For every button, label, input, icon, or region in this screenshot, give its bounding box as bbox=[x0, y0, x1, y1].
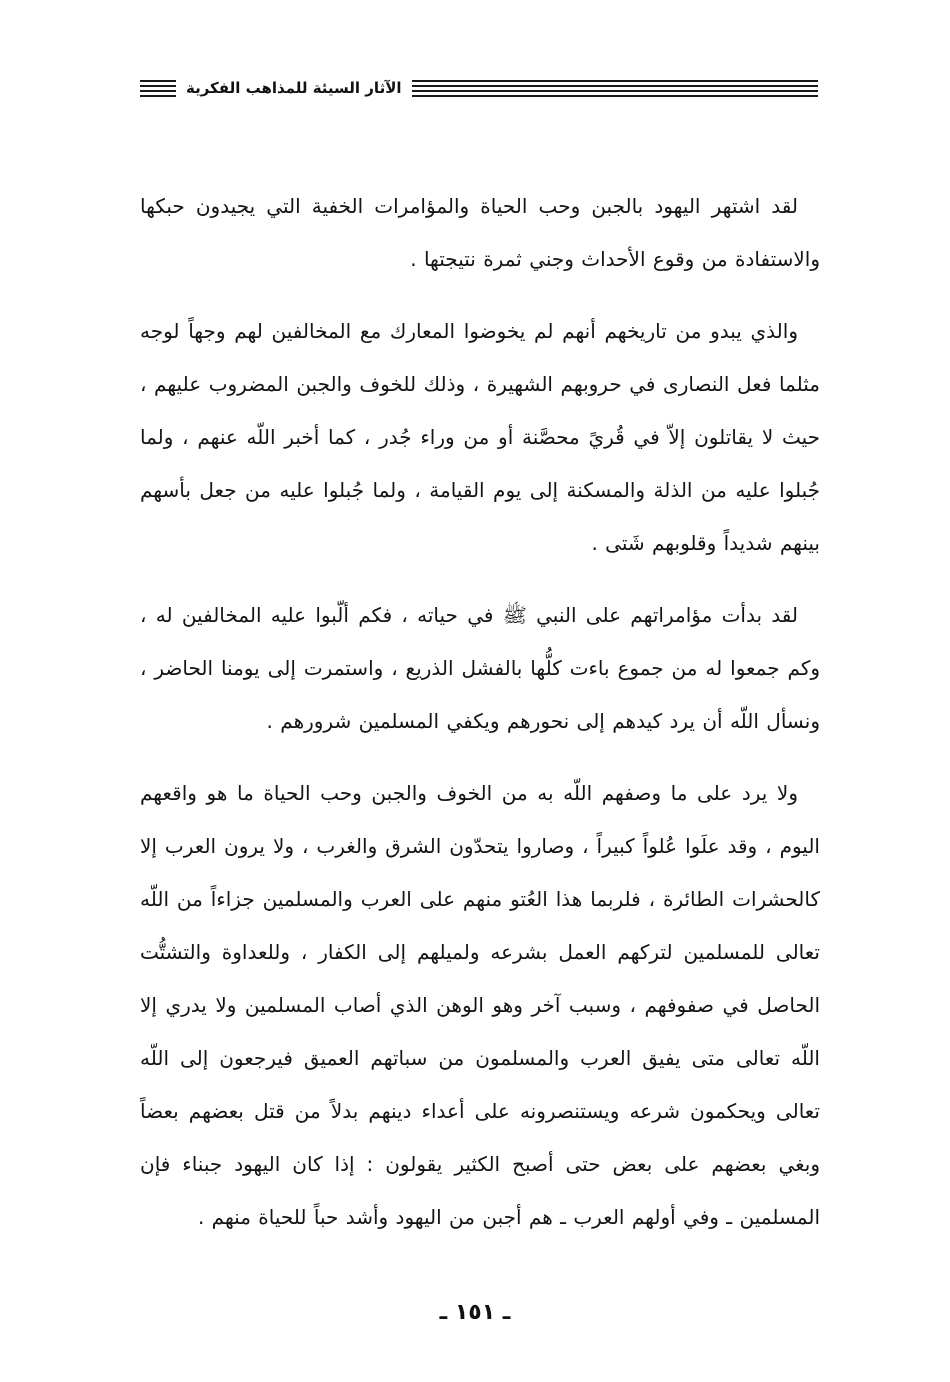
header-title: الآثار السيئة للمذاهب الفكرية bbox=[186, 79, 402, 97]
body-text bbox=[140, 180, 820, 1244]
paragraph-4: ولا يرد على ما وصفهم اللّه به من الخوف والجبن وحب الحياة ما هو واقعهم اليوم ، وقد علَوا عُلواً كبيراً ، وصاروا يتحدّون الشرق والغرب ، ولا يرون العرب إلا كالحشرات الطائرة ، فلربما هذا العُتو منهم على العرب والمسلمين جزاءاً من اللّه تعالى للمسلمين لتركهم العمل بشرعه ولميلهم إلى الكفار ، وللعداوة والتشتُّت الحاصل في صفوفهم ، وسبب آخر وهو الوهن الذي أصاب المسلمين ولا يدري إلا اللّه تعالى متى يفيق العرب والمسلمون من سباتهم العميق فيرجعون إلى اللّه تعالى ويحكمون شرعه ويستنصرونه على أعداء دينهم بدلاً من قتل بعضهم بعضاً وبغي بعضهم على بعض حتى أصبح الكثير يقولون : إذا كان اليهود جبناء فإن المسلمين ـ وفي أولهم العرب ـ هم أجبن من اليهود وأشد حباً للحياة منهم . bbox=[140, 781, 820, 1229]
running-header bbox=[140, 76, 818, 100]
header-rule-right bbox=[412, 80, 818, 97]
page-number: ـ ١٥١ ـ bbox=[439, 1300, 511, 1325]
header-rule-left bbox=[140, 80, 176, 97]
paragraph-1: لقد اشتهر اليهود بالجبن وحب الحياة والمؤامرات الخفية التي يجيدون حبكها والاستفادة من وقوع الأحداث وجني ثمرة نتيجتها . bbox=[140, 194, 820, 271]
paragraph-3: لقد بدأت مؤامراتهم على النبي ﷺ في حياته ، فكم ألّبوا عليه المخالفين له ، وكم جمعوا له من جموع باءت كلُّها بالفشل الذريع ، واستمرت إلى يومنا الحاضر ، ونسأل اللّه أن يرد كيدهم إلى نحورهم ويكفي المسلمين شرورهم . bbox=[140, 603, 820, 733]
paragraph-2: والذي يبدو من تاريخهم أنهم لم يخوضوا المعارك مع المخالفين لهم وجهاً لوجه مثلما فعل النصارى في حروبهم الشهيرة ، وذلك للخوف والجبن المضروب عليهم ، حيث لا يقاتلون إلاّ في قُريً محصَّنة أو من وراء جُدر ، كما أخبر اللّه عنهم ، ولما جُبلوا عليه من الذلة والمسكنة إلى يوم القيامة ، ولما جُبلوا عليه من جعل بأسهم بينهم شديداً وقلوبهم شَتى . bbox=[140, 319, 820, 555]
